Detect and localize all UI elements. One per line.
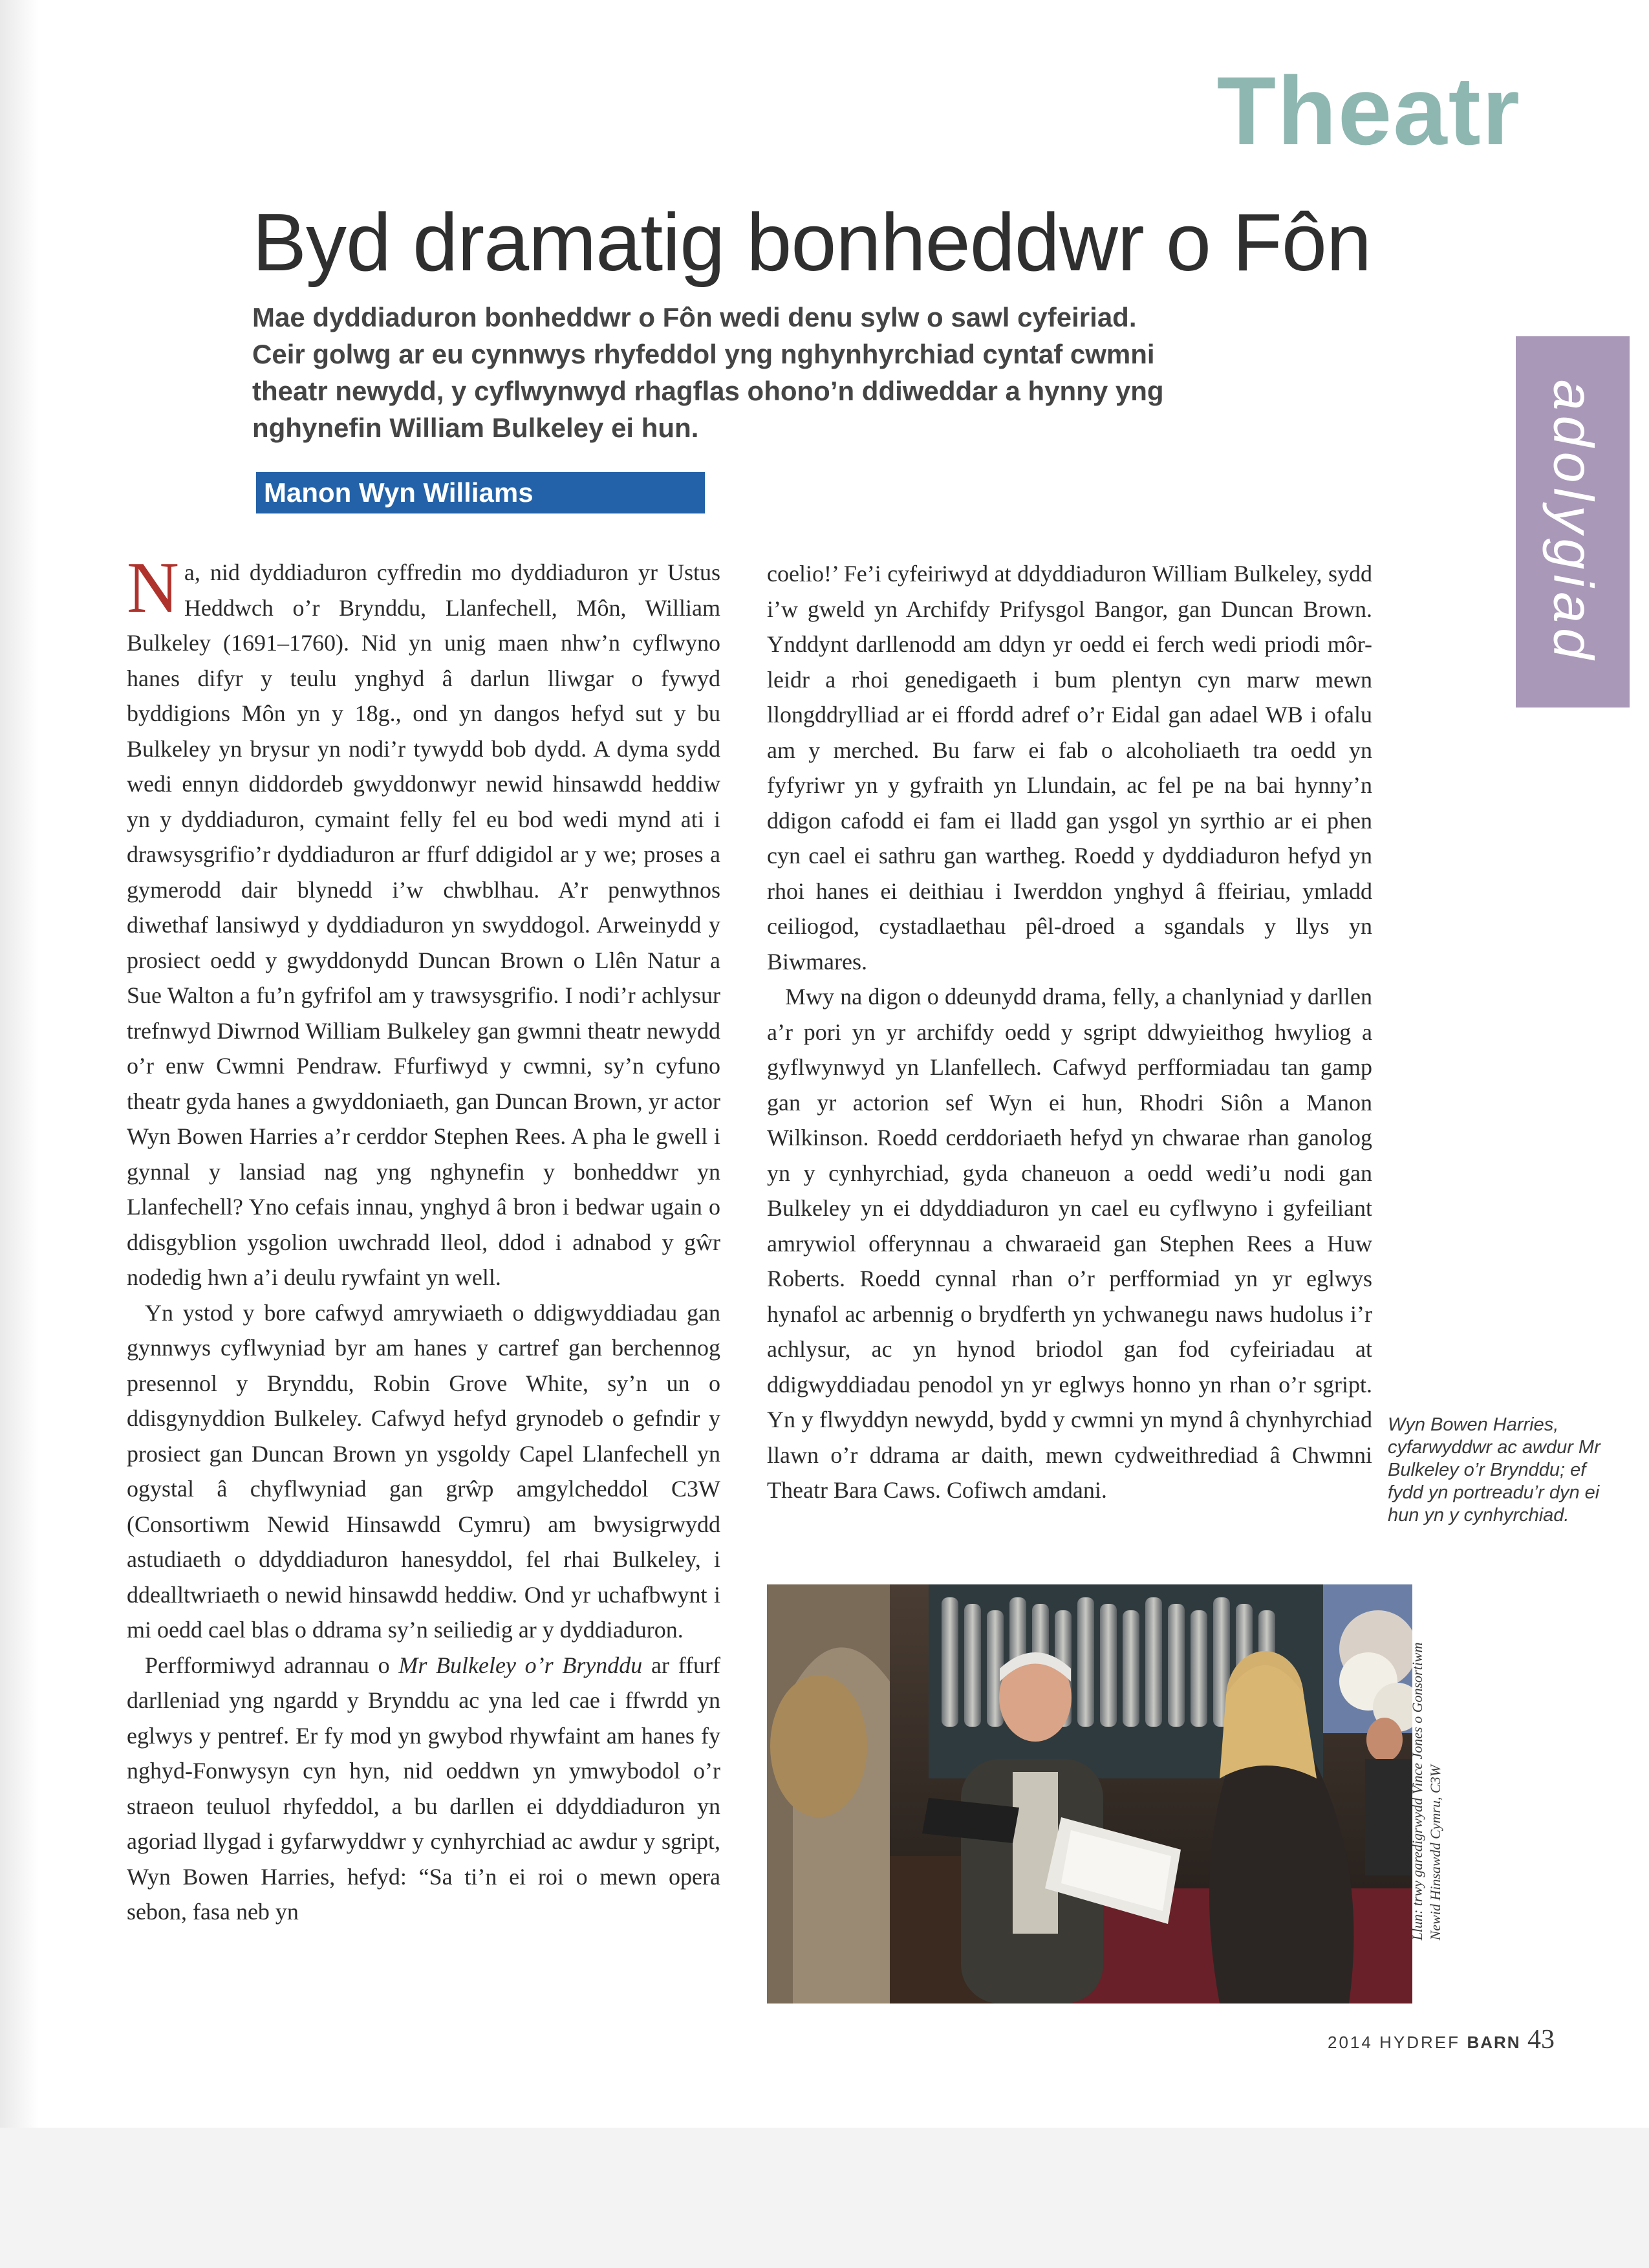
paragraph [127, 1648, 720, 1930]
performance-photo [767, 1584, 1412, 2003]
article-headline: Byd dramatig bonheddwr o Fôn [252, 197, 1372, 288]
page-edge-shadow [0, 0, 39, 2268]
photo-illustration [767, 1584, 1412, 2003]
author-byline: Manon Wyn Williams [256, 472, 705, 513]
magazine-name: BARN [1467, 2033, 1521, 2052]
play-title: Mr Bulkeley o’r Brynddu [398, 1652, 643, 1678]
page-bottom-margin [0, 2128, 1649, 2268]
side-tab-label: adolygiad [1542, 379, 1604, 665]
issue-date: 2014 HYDREF [1328, 2033, 1460, 2052]
review-side-tab [1516, 336, 1630, 707]
paragraph: Yn ystod y bore cafwyd amrywiaeth o ddigwyddiadau gan gynnwys cyflwyniad byr am hanes y cartref gan berchennog presennol y Brynddu, Robin Grove White, sy’n un o ddisgynyddion Bulkeley. Cafwyd hefyd grynodeb o gefndir y prosiect gan Duncan Brown yn ysgoldy Capel Llanfechell yn ogystal â chyflwyniad gan grŵp amgylcheddol C3W (Consortiwm Newid Hinsawdd Cymru) am bwysigrwydd astudiaeth o ddyddiaduron hanesyddol, fel rhai Bulkeley, i ddealltwriaeth o newid hinsawdd heddiw. Ond yr uchafbwynt i mi oedd cael blas o ddrama sy’n seiliedig ar y dyddiaduron. [127, 1299, 720, 1643]
text-column-right [767, 556, 1372, 1508]
page-number: 43 [1527, 2025, 1555, 2055]
paragraph: Mwy na digon o ddeunydd drama, felly, a chanlyniad y darllen a’r pori yn yr archifdy oedd y sgript ddwyieithog hwyliog a gyflwynwyd yn Llanfellech. Cafwyd perfformiadau tan gamp gan yr actorion sef Wyn ei hun, Rhodri Siôn a Manon Wilkinson. Roedd cerddoriaeth hefyd yn chwarae rhan ganolog yn y cynhyrchiad, gyda chaneuon a oedd wedi’u nodi gan Bulkeley yn ei ddyddiaduron yn cael eu cyflwyno i gyfeiliant amrywiol offerynnau a chwaraeid gan Stephen Rees a Huw Roberts. Roedd cynnal rhan o’r perfformiad yn yr eglwys hynafol ac arbennig o brydferth yn ychwanegu naws hudolus i’r achlysur, ac yn hynod briodol gan fod cyfeiriadau at ddigwyddiadau penodol yn yr eglwys honno yn rhan o’r sgript. Yn y flwyddyn newydd, bydd y cwmni yn mynd â chynhyrchiad llawn o’r ddrama ar daith, mewn cydweithrediad â Chwmni Theatr Bara Caws. Cofiwch amdani. [767, 984, 1372, 1503]
text-column-left [127, 548, 720, 1930]
photo-credit [1408, 1643, 1445, 1941]
photo-credit-line: Newid Hinsawdd Cymru, C3W [1427, 1765, 1443, 1941]
page-footer [1328, 2024, 1555, 2055]
paragraph-text: a, nid dyddiaduron cyffredin mo dyddiaduron yr Ustus Heddwch o’r Brynddu, Llanfechell, Môn, William Bulkeley (1691–1760). Nid yn unig maen nhw’n cyflwyno hanes difyr y teulu ynghyd â darlun lliwgar o fywyd byddigions Môn yn y 18g., ond yn dangos hefyd sut y bu Bulkeley yn brysur yn nodi’r tywydd bob dydd. A dyma sydd wedi ennyn diddordeb gwyddonwyr newid hinsawdd heddiw yn y dyddiaduron, cymaint felly fel eu bod wedi mynd ati i drawsysgrifio’r dyddiaduron ar ffurf ddigidol ar y we; proses a gymerodd dair blynedd i’w chwblhau. A’r penwythnos diwethaf lansiwyd y dyddiaduron yn swyddogol. Arweinydd y prosiect oedd y gwyddonydd Duncan Brown o Llên Natur a Sue Walton a fu’n gyfrifol am y trawsysgrifio. I nodi’r achlysur trefnwyd Diwrnod William Bulkeley gan gwmni theatr newydd o’r enw Cwmni Pendraw. Ffurfiwyd y cwmni, sy’n cyfuno theatr gyda hanes a gwyddoniaeth, gan Duncan Brown, yr actor Wyn Bowen Harries a’r cerddor Stephen Rees. A pha le gwell i gynnal y lansiad nag yng nghynefin y bonheddwr yn Llanfechell? Yno cefais innau, ynghyd â bron i bedwar ugain o ddisgyblion ysgolion uwchradd lleol, ddod i adnabod y gŵr nodedig hwn a’i deulu rywfaint yn well. [127, 559, 720, 1290]
paragraph-text: Perfformiwyd adrannau o [145, 1652, 399, 1678]
paragraph: coelio!’ Fe’i cyfeiriwyd at ddyddiaduron William Bulkeley, sydd i’w gweld yn Archifdy Prifysgol Bangor, gan Duncan Brown. Ynddynt darllenodd am ddyn yr oedd ei ferch wedi priodi môr-leidr a rhoi genedigaeth i bum plentyn cyn marw mewn llongddrylliad ar ei ffordd adref o’r Eidal gan adael WB i ofalu am y merched. Bu farw ei fab o alcoholiaeth tra oedd yn fyfyriwr yn y gyfraith yn Llundain, ac fel pe na bai hynny’n ddigon cafodd ei fam ei lladd gan ysgol yn syrthio ar ei phen cyn cael ei sathru gan wartheg. Roedd y dyddiaduron hefyd yn rhoi hanes ei deithiau i Iwerddon ynghyd â ffeiriau, ymladd ceiliogod, cystadlaethau pêl-droed a sgandals y llys yn Biwmares. [767, 561, 1372, 975]
photo-caption: Wyn Bowen Harries, cyfarwyddwr ac awdur Mr Bulkeley o’r Brynddu; ef fydd yn portreadu’r dyn ei hun yn y cynhyrchiad. [1388, 1414, 1600, 1526]
photo-credit-line: Llun: trwy garedigrwydd Vince Jones o Gonsortiwm [1409, 1642, 1425, 1941]
paragraph [127, 548, 720, 1295]
paragraph-text: ar ffurf darlleniad yng ngardd y Brynddu ac yna led cae i ffwrdd yn eglwys y pentref. Er fy mod yn gwybod rhywfaint am hanes fy nghyd-Fonwysyn cyn hyn, nid oeddwn yn ymwybodol o’r straeon teuluol rhyfeddol, a bu darllen ei ddyddiaduron yn agoriad llygad i gyfarwyddwr y cynhyrchiad ac awdur y sgript, Wyn Bowen Harries, hefyd: “Sa ti’n ei roi o mewn opera sebon, fasa neb yn [127, 1652, 720, 1925]
section-label: Theatr [1216, 56, 1521, 165]
drop-cap: N [127, 548, 179, 628]
article-standfirst: Mae dyddiaduron bonheddwr o Fôn wedi denu sylw o sawl cyfeiriad. Ceir golwg ar eu cynnwys rhyfeddol yng nghynhyrchiad cyntaf cwmni theatr newydd, y cyflwynwyd rhagflas ohono’n ddiweddar a hynny yng nghynefin William Bulkeley ei hun. [252, 302, 1164, 443]
